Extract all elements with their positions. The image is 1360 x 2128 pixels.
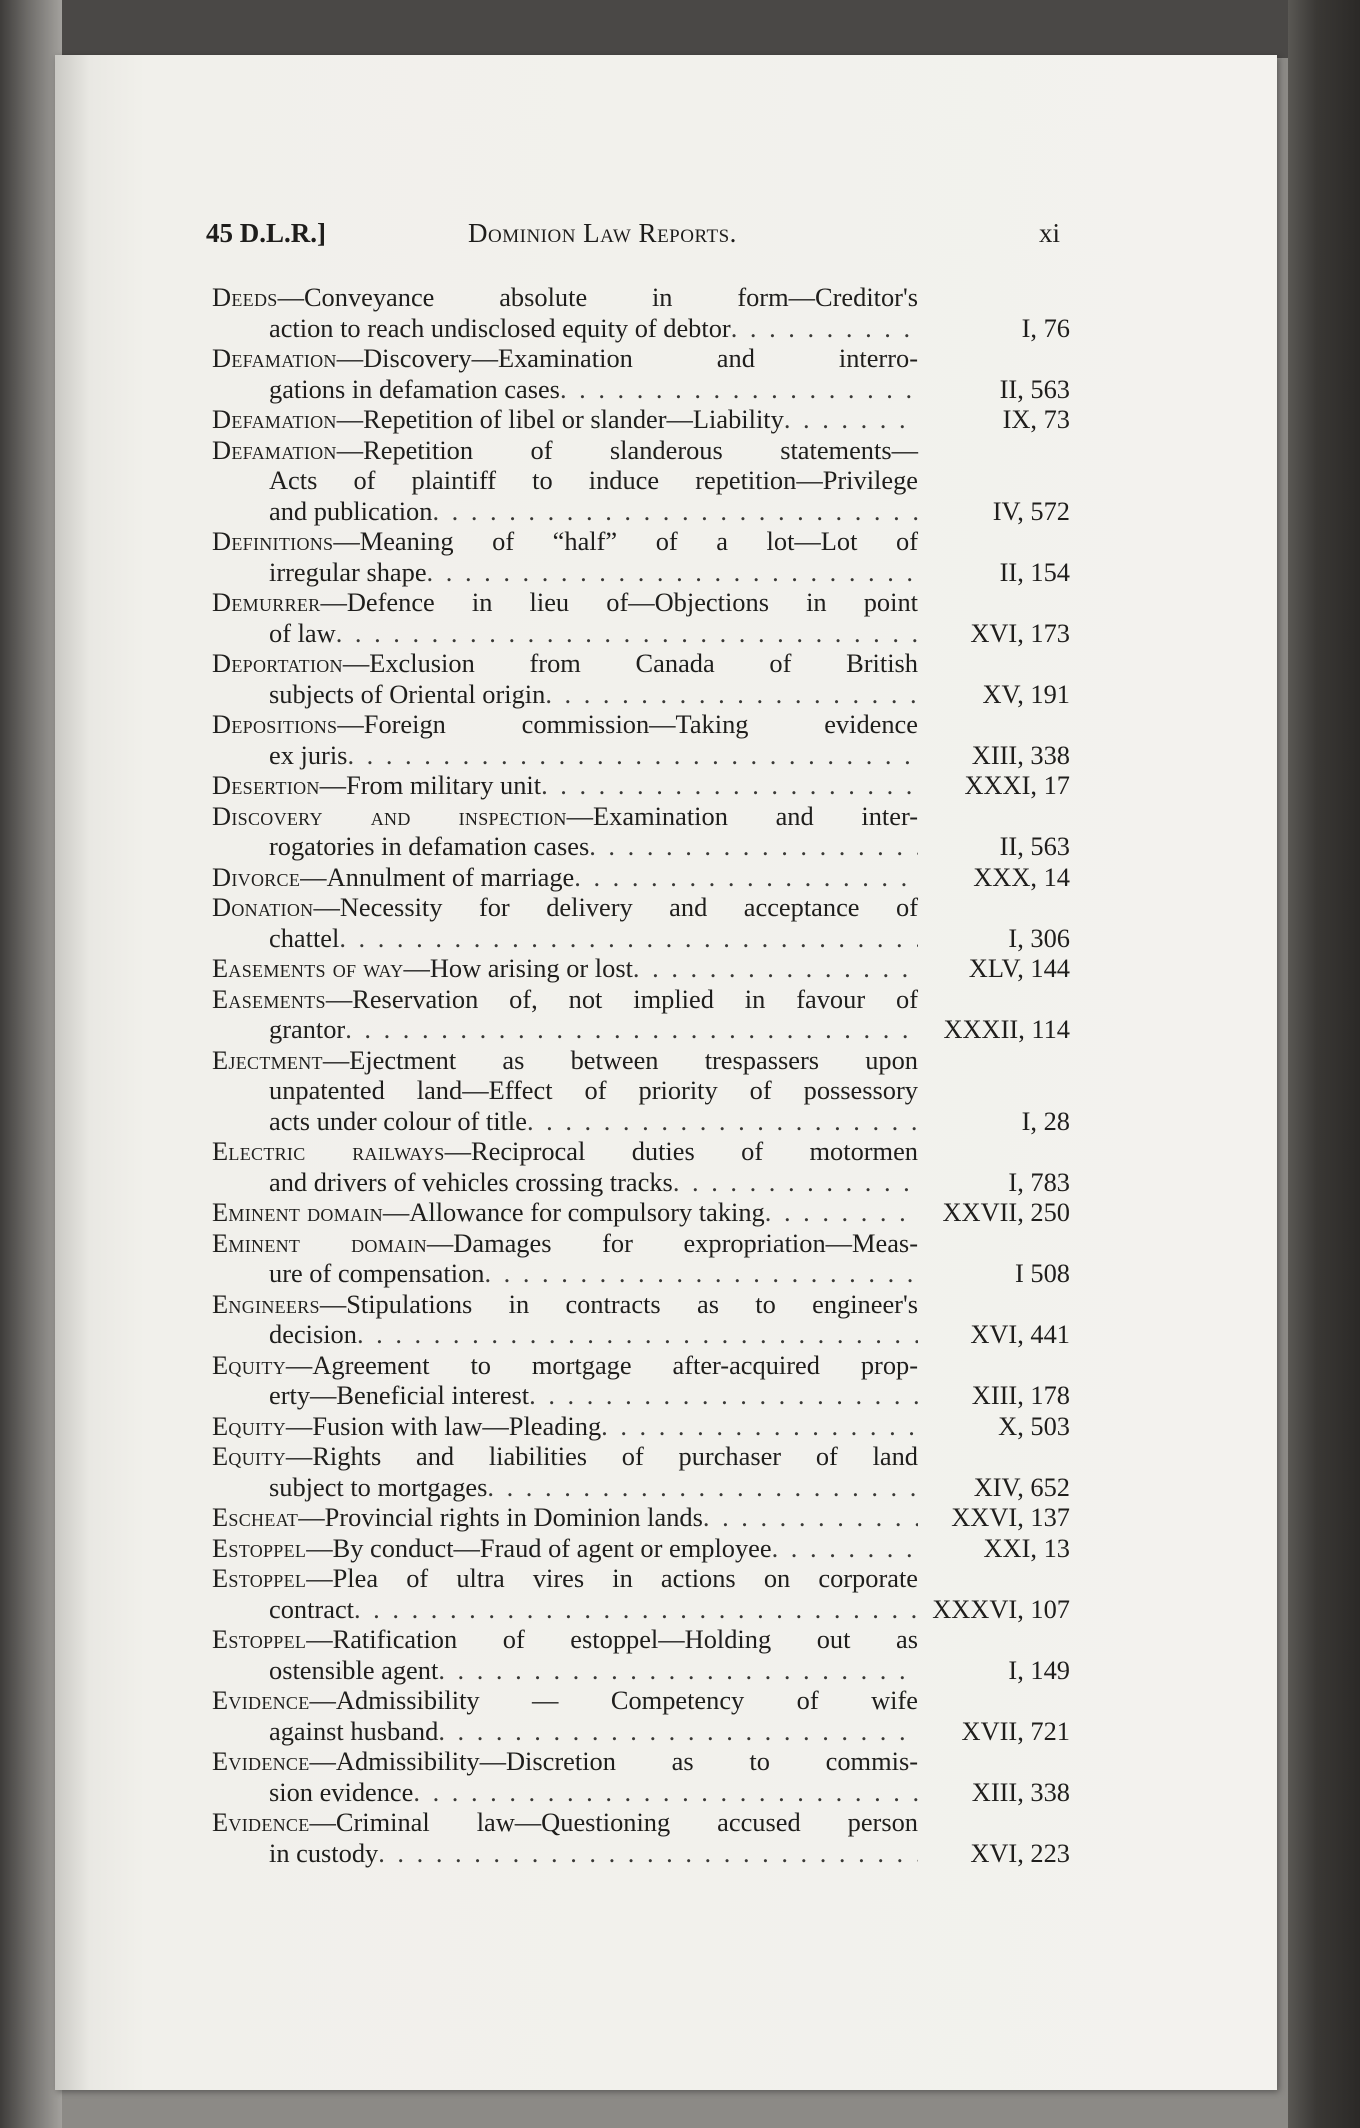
index-entry-line-with-ref bbox=[212, 1777, 1070, 1808]
index-entry-line bbox=[212, 1685, 1070, 1716]
volume-page-reference: XIII, 338 bbox=[971, 739, 1070, 770]
entry-subject: ure of compensation bbox=[269, 1258, 485, 1288]
index-entry bbox=[212, 404, 1070, 435]
index-entry-line-with-ref bbox=[212, 1258, 1070, 1289]
entry-text bbox=[269, 618, 336, 649]
entry-subject: —Criminal law—Questioning accused person bbox=[309, 1807, 918, 1837]
index-entry-line bbox=[212, 1075, 1070, 1106]
entry-subject: and drivers of vehicles crossing tracks bbox=[269, 1166, 673, 1197]
index-entry bbox=[212, 1441, 1070, 1502]
index-entry-line bbox=[212, 526, 1070, 557]
dot-leader bbox=[545, 679, 918, 710]
index-entry bbox=[212, 984, 1070, 1045]
entry-subject: —Discovery—Examination and interro- bbox=[336, 343, 918, 373]
index-entry bbox=[212, 435, 1070, 527]
index-entry-line bbox=[212, 465, 1070, 496]
entry-text bbox=[269, 1655, 438, 1686]
index-entry-line bbox=[212, 1746, 1070, 1777]
entry-subject: —Allowance for compulsory taking bbox=[382, 1197, 765, 1227]
index-entry-line bbox=[212, 1624, 1070, 1655]
entry-subject: in custody bbox=[269, 1837, 379, 1868]
index-entry-line-with-ref bbox=[212, 1167, 1070, 1198]
index-entry bbox=[212, 1563, 1070, 1624]
entry-subject: —Exclusion from Canada of British bbox=[342, 648, 918, 678]
entry-heading: Equity bbox=[212, 1410, 286, 1441]
volume-page-reference: XXX, 14 bbox=[973, 861, 1070, 892]
running-header bbox=[206, 218, 1060, 258]
entry-subject: —Fusion with law—Pleading bbox=[285, 1410, 602, 1441]
entry-text bbox=[269, 1777, 413, 1808]
index-entry-line-with-ref bbox=[212, 496, 1070, 527]
index-entry-line-with-ref bbox=[212, 557, 1070, 588]
index-entry bbox=[212, 1197, 1070, 1228]
volume-page-reference: XV, 191 bbox=[982, 678, 1070, 709]
entry-heading: Eminent domain bbox=[212, 1197, 383, 1227]
index-entry bbox=[212, 1533, 1070, 1564]
entry-heading: Escheat bbox=[212, 1502, 299, 1532]
volume-page-reference: XIII, 338 bbox=[971, 1776, 1070, 1807]
entry-subject: —Agreement to mortgage after-acquired prop- bbox=[285, 1349, 918, 1380]
index-entry-line bbox=[212, 1350, 1070, 1381]
index-entry-line-with-ref bbox=[212, 1716, 1070, 1747]
volume-page-reference: II, 563 bbox=[999, 373, 1070, 404]
index-entry-line-with-ref bbox=[212, 923, 1070, 954]
index-entry-line bbox=[212, 1136, 1070, 1167]
dot-leader bbox=[703, 1502, 918, 1533]
scan-top-shadow bbox=[0, 0, 1360, 58]
entry-text bbox=[269, 1167, 673, 1198]
entry-text bbox=[212, 404, 784, 435]
entry-subject: —Necessity for delivery and acceptance of bbox=[313, 892, 918, 922]
dot-leader bbox=[633, 953, 918, 984]
index-entry bbox=[212, 343, 1070, 404]
volume-page-reference: I, 149 bbox=[1008, 1654, 1070, 1685]
entry-subject: —Foreign commission—Taking evidence bbox=[337, 709, 918, 739]
entry-subject: contract bbox=[269, 1593, 354, 1624]
dot-leader bbox=[432, 496, 918, 527]
entry-heading: Easements bbox=[212, 983, 326, 1014]
entry-heading: Defamation bbox=[212, 434, 337, 465]
index-list bbox=[212, 282, 1070, 1868]
entry-heading: Electric railways bbox=[212, 1136, 445, 1166]
volume-page-reference: IV, 572 bbox=[992, 495, 1070, 526]
index-entry-line bbox=[212, 435, 1070, 466]
index-entry-line-with-ref bbox=[212, 1197, 1070, 1228]
entry-text bbox=[269, 1838, 378, 1869]
entry-subject: and publication bbox=[269, 495, 433, 526]
dot-leader bbox=[487, 1472, 918, 1503]
entry-text bbox=[212, 770, 541, 801]
index-entry-line-with-ref bbox=[212, 770, 1070, 801]
entry-heading: Defamation bbox=[212, 404, 337, 434]
entry-heading: Deeds bbox=[212, 282, 278, 312]
index-entry-line-with-ref bbox=[212, 831, 1070, 862]
dot-leader bbox=[357, 1319, 918, 1350]
index-entry-line-with-ref bbox=[212, 1594, 1070, 1625]
index-entry-line-with-ref bbox=[212, 1411, 1070, 1442]
index-entry-line bbox=[212, 587, 1070, 618]
index-entry-line bbox=[212, 984, 1070, 1015]
entry-subject: chattel bbox=[269, 922, 340, 953]
entry-text bbox=[269, 1106, 527, 1137]
volume-page-reference: I, 28 bbox=[1021, 1105, 1070, 1136]
volume-page-reference: XXVI, 137 bbox=[951, 1502, 1070, 1532]
entry-subject: irregular shape bbox=[269, 556, 427, 587]
index-entry-line bbox=[212, 1441, 1070, 1472]
entry-text bbox=[269, 1594, 354, 1625]
index-entry bbox=[212, 1685, 1070, 1746]
entry-subject: —Damages for expropriation—Meas- bbox=[426, 1227, 918, 1258]
entry-text bbox=[269, 1014, 345, 1045]
dot-leader bbox=[345, 1014, 918, 1045]
dot-leader bbox=[378, 1838, 918, 1869]
index-entry-line bbox=[212, 282, 1070, 313]
volume-page-reference: XXVII, 250 bbox=[942, 1197, 1070, 1227]
index-entry bbox=[212, 1136, 1070, 1197]
volume-page-reference: XXXII, 114 bbox=[943, 1014, 1070, 1044]
volume-page-reference: IX, 73 bbox=[1002, 404, 1070, 434]
entry-subject: —Stipulations in contracts as to engineer's bbox=[319, 1288, 918, 1319]
entry-text bbox=[212, 1197, 765, 1228]
entry-text bbox=[269, 1472, 487, 1503]
dot-leader bbox=[336, 618, 918, 649]
book-binding-edge bbox=[0, 0, 62, 2128]
entry-subject: —Admissibility—Discretion as to commis- bbox=[309, 1746, 918, 1776]
volume-page-reference: XXXI, 17 bbox=[964, 770, 1070, 800]
dot-leader bbox=[529, 1380, 918, 1411]
entry-text bbox=[269, 496, 432, 527]
index-entry bbox=[212, 1289, 1070, 1350]
index-entry-line bbox=[212, 709, 1070, 740]
entry-heading: Estoppel bbox=[212, 1624, 307, 1654]
page-title: Dominion Law Reports. bbox=[468, 218, 737, 248]
dot-leader bbox=[589, 831, 918, 862]
dot-leader bbox=[541, 770, 918, 801]
entry-subject: —Repetition of libel or slander—Liability bbox=[336, 404, 784, 434]
entry-text bbox=[269, 313, 731, 344]
index-entry bbox=[212, 862, 1070, 893]
index-entry-line-with-ref bbox=[212, 374, 1070, 405]
page-number: xi bbox=[1038, 218, 1060, 248]
entry-text bbox=[212, 953, 633, 984]
entry-subject: —Repetition of slanderous statements— bbox=[336, 434, 918, 465]
dot-leader bbox=[484, 1258, 918, 1289]
entry-heading: Deportation bbox=[212, 648, 343, 678]
entry-subject: decision bbox=[269, 1319, 357, 1349]
volume-page-reference: XVII, 721 bbox=[961, 1715, 1070, 1746]
entry-text bbox=[212, 862, 574, 893]
index-entry-line-with-ref bbox=[212, 1380, 1070, 1411]
entry-subject: erty—Beneficial interest bbox=[269, 1380, 530, 1410]
entry-heading: Demurrer bbox=[212, 587, 321, 617]
index-entry-line-with-ref bbox=[212, 404, 1070, 435]
index-entry-line-with-ref bbox=[212, 618, 1070, 649]
entry-subject: —Conveyance absolute in form—Creditor's bbox=[277, 282, 918, 312]
index-entry-line bbox=[212, 1563, 1070, 1594]
entry-subject: —Annulment of marriage bbox=[300, 861, 575, 892]
dot-leader bbox=[527, 1106, 918, 1137]
index-entry bbox=[212, 526, 1070, 587]
index-entry-line-with-ref bbox=[212, 1014, 1070, 1045]
entry-text bbox=[269, 1319, 357, 1350]
entry-heading: Divorce bbox=[212, 861, 301, 892]
entry-subject: subjects of Oriental origin bbox=[269, 678, 546, 709]
entry-text bbox=[212, 1502, 703, 1533]
volume-page-reference: I, 783 bbox=[1008, 1166, 1070, 1197]
entry-subject: —Provincial rights in Dominion lands bbox=[298, 1502, 703, 1532]
entry-subject: —Ejectment as between trespassers upon bbox=[322, 1044, 918, 1075]
dot-leader bbox=[765, 1197, 918, 1228]
index-entry-line-with-ref bbox=[212, 1106, 1070, 1137]
index-entry-line-with-ref bbox=[212, 313, 1070, 344]
entry-subject: —From military unit bbox=[319, 770, 542, 800]
dot-leader bbox=[673, 1167, 918, 1198]
index-entry-line bbox=[212, 343, 1070, 374]
entry-subject: —Defence in lieu of—Objections in point bbox=[320, 587, 918, 617]
volume-page-reference: I, 76 bbox=[1021, 312, 1070, 343]
entry-subject: against husband bbox=[269, 1715, 439, 1746]
entry-text bbox=[269, 1716, 438, 1747]
volume-page-reference: X, 503 bbox=[998, 1410, 1070, 1441]
entry-subject: ex juris bbox=[269, 739, 348, 770]
entry-subject: rogatories in defamation cases bbox=[269, 831, 590, 861]
index-entry bbox=[212, 282, 1070, 343]
entry-heading: Easements of way bbox=[212, 953, 404, 983]
entry-text bbox=[269, 831, 589, 862]
dot-leader bbox=[772, 1533, 918, 1564]
entry-heading: Eminent domain bbox=[212, 1227, 427, 1258]
index-entry bbox=[212, 770, 1070, 801]
index-entry-line bbox=[212, 892, 1070, 923]
dot-leader bbox=[574, 862, 918, 893]
entry-heading: Equity bbox=[212, 1441, 286, 1471]
dot-leader bbox=[354, 1594, 918, 1625]
entry-subject: unpatented land—Effect of priority of possessory bbox=[269, 1075, 918, 1105]
index-entry bbox=[212, 1350, 1070, 1411]
volume-page-reference: II, 154 bbox=[999, 556, 1070, 587]
dot-leader bbox=[438, 1655, 918, 1686]
index-entry-line bbox=[212, 1045, 1070, 1076]
dot-leader bbox=[784, 404, 918, 435]
index-entry-line bbox=[212, 1807, 1070, 1838]
entry-text bbox=[269, 1380, 529, 1411]
entry-subject: grantor bbox=[269, 1014, 346, 1044]
entry-subject: ostensible agent bbox=[269, 1654, 439, 1685]
entry-subject: gations in defamation cases bbox=[269, 373, 560, 404]
index-entry bbox=[212, 648, 1070, 709]
entry-heading: Definitions bbox=[212, 526, 334, 556]
entry-text bbox=[269, 1258, 484, 1289]
entry-subject: —Admissibility — Competency of wife bbox=[309, 1685, 918, 1715]
entry-text bbox=[212, 1533, 772, 1564]
entry-heading: Engineers bbox=[212, 1288, 320, 1319]
volume-page-reference: XXXVI, 107 bbox=[932, 1593, 1070, 1624]
entry-subject: Acts of plaintiff to induce repetition—Privilege bbox=[269, 465, 918, 495]
entry-subject: subject to mortgages bbox=[269, 1471, 488, 1502]
entry-subject: —Reservation of, not implied in favour of bbox=[325, 983, 918, 1014]
entry-subject: —Rights and liabilities of purchaser of land bbox=[285, 1441, 918, 1471]
index-entry-line-with-ref bbox=[212, 740, 1070, 771]
volume-page-reference: XVI, 441 bbox=[970, 1319, 1070, 1349]
index-entry-line-with-ref bbox=[212, 679, 1070, 710]
entry-subject: —Meaning of “half” of a lot—Lot of bbox=[333, 526, 918, 556]
entry-text bbox=[269, 679, 545, 710]
entry-text bbox=[212, 1411, 601, 1442]
index-entry bbox=[212, 801, 1070, 862]
index-entry bbox=[212, 1746, 1070, 1807]
dot-leader bbox=[427, 557, 918, 588]
dot-leader bbox=[339, 923, 918, 954]
entry-subject: action to reach undisclosed equity of debtor bbox=[269, 312, 731, 343]
index-entry bbox=[212, 1807, 1070, 1868]
dot-leader bbox=[413, 1777, 918, 1808]
index-entry bbox=[212, 1228, 1070, 1289]
dot-leader bbox=[438, 1716, 918, 1747]
entry-text bbox=[269, 740, 347, 771]
entry-subject: —Examination and inter- bbox=[566, 800, 918, 831]
entry-subject: —Ratification of estoppel—Holding out as bbox=[306, 1624, 918, 1654]
entry-subject: —How arising or lost bbox=[403, 953, 633, 983]
dot-leader bbox=[601, 1411, 918, 1442]
index-entry bbox=[212, 1045, 1070, 1137]
entry-subject: acts under colour of title bbox=[269, 1105, 527, 1136]
index-entry-line bbox=[212, 801, 1070, 832]
index-entry-line-with-ref bbox=[212, 1533, 1070, 1564]
index-entry bbox=[212, 1411, 1070, 1442]
entry-subject: sion evidence bbox=[269, 1776, 414, 1807]
volume-page-reference: XLV, 144 bbox=[968, 953, 1070, 983]
entry-text bbox=[269, 923, 339, 954]
entry-heading: Donation bbox=[212, 892, 314, 922]
entry-heading: Desertion bbox=[212, 770, 320, 800]
entry-heading: Estoppel bbox=[212, 1563, 307, 1593]
index-entry bbox=[212, 587, 1070, 648]
volume-page-reference: XXI, 13 bbox=[983, 1532, 1070, 1563]
entry-subject: —Plea of ultra vires in actions on corporate bbox=[306, 1563, 918, 1593]
index-entry-line-with-ref bbox=[212, 1502, 1070, 1533]
book-cover-edge bbox=[1288, 0, 1360, 2128]
entry-heading: Evidence bbox=[212, 1685, 310, 1715]
index-entry-line bbox=[212, 1228, 1070, 1259]
entry-text bbox=[269, 557, 427, 588]
entry-heading: Evidence bbox=[212, 1807, 310, 1837]
entry-subject: —Reciprocal duties of motormen bbox=[444, 1136, 918, 1166]
volume-page-reference: XIV, 652 bbox=[973, 1471, 1070, 1502]
volume-page-reference: XVI, 223 bbox=[970, 1837, 1070, 1868]
index-entry-line-with-ref bbox=[212, 1838, 1070, 1869]
index-entry bbox=[212, 1624, 1070, 1685]
index-entry-line-with-ref bbox=[212, 1655, 1070, 1686]
index-entry-line bbox=[212, 648, 1070, 679]
volume-page-reference: I 508 bbox=[1015, 1258, 1070, 1288]
index-entry-line-with-ref bbox=[212, 1472, 1070, 1503]
entry-heading: Estoppel bbox=[212, 1532, 307, 1563]
index-entry-line-with-ref bbox=[212, 862, 1070, 893]
index-entry-line-with-ref bbox=[212, 1319, 1070, 1350]
entry-heading: Evidence bbox=[212, 1746, 310, 1776]
index-entry bbox=[212, 1502, 1070, 1533]
entry-heading: Defamation bbox=[212, 343, 337, 373]
index-entry bbox=[212, 709, 1070, 770]
entry-subject: —By conduct—Fraud of agent or employee bbox=[306, 1532, 772, 1563]
entry-heading: Depositions bbox=[212, 709, 338, 739]
index-entry bbox=[212, 953, 1070, 984]
volume-page-reference: XVI, 173 bbox=[970, 617, 1070, 648]
dot-leader bbox=[731, 313, 918, 344]
entry-heading: Ejectment bbox=[212, 1044, 323, 1075]
index-entry-line bbox=[212, 1289, 1070, 1320]
entry-heading: Discovery and inspection bbox=[212, 800, 567, 831]
entry-text bbox=[269, 374, 560, 405]
dot-leader bbox=[347, 740, 918, 771]
volume-page-reference: XIII, 178 bbox=[971, 1380, 1070, 1410]
volume-page-reference: II, 563 bbox=[999, 831, 1070, 861]
index-entry-line-with-ref bbox=[212, 953, 1070, 984]
index-entry bbox=[212, 892, 1070, 953]
volume-page-reference: I, 306 bbox=[1008, 922, 1070, 953]
entry-heading: Equity bbox=[212, 1349, 286, 1380]
volume-label: 45 D.L.R.] bbox=[206, 218, 326, 248]
dot-leader bbox=[560, 374, 918, 405]
entry-subject: of law bbox=[269, 617, 336, 648]
